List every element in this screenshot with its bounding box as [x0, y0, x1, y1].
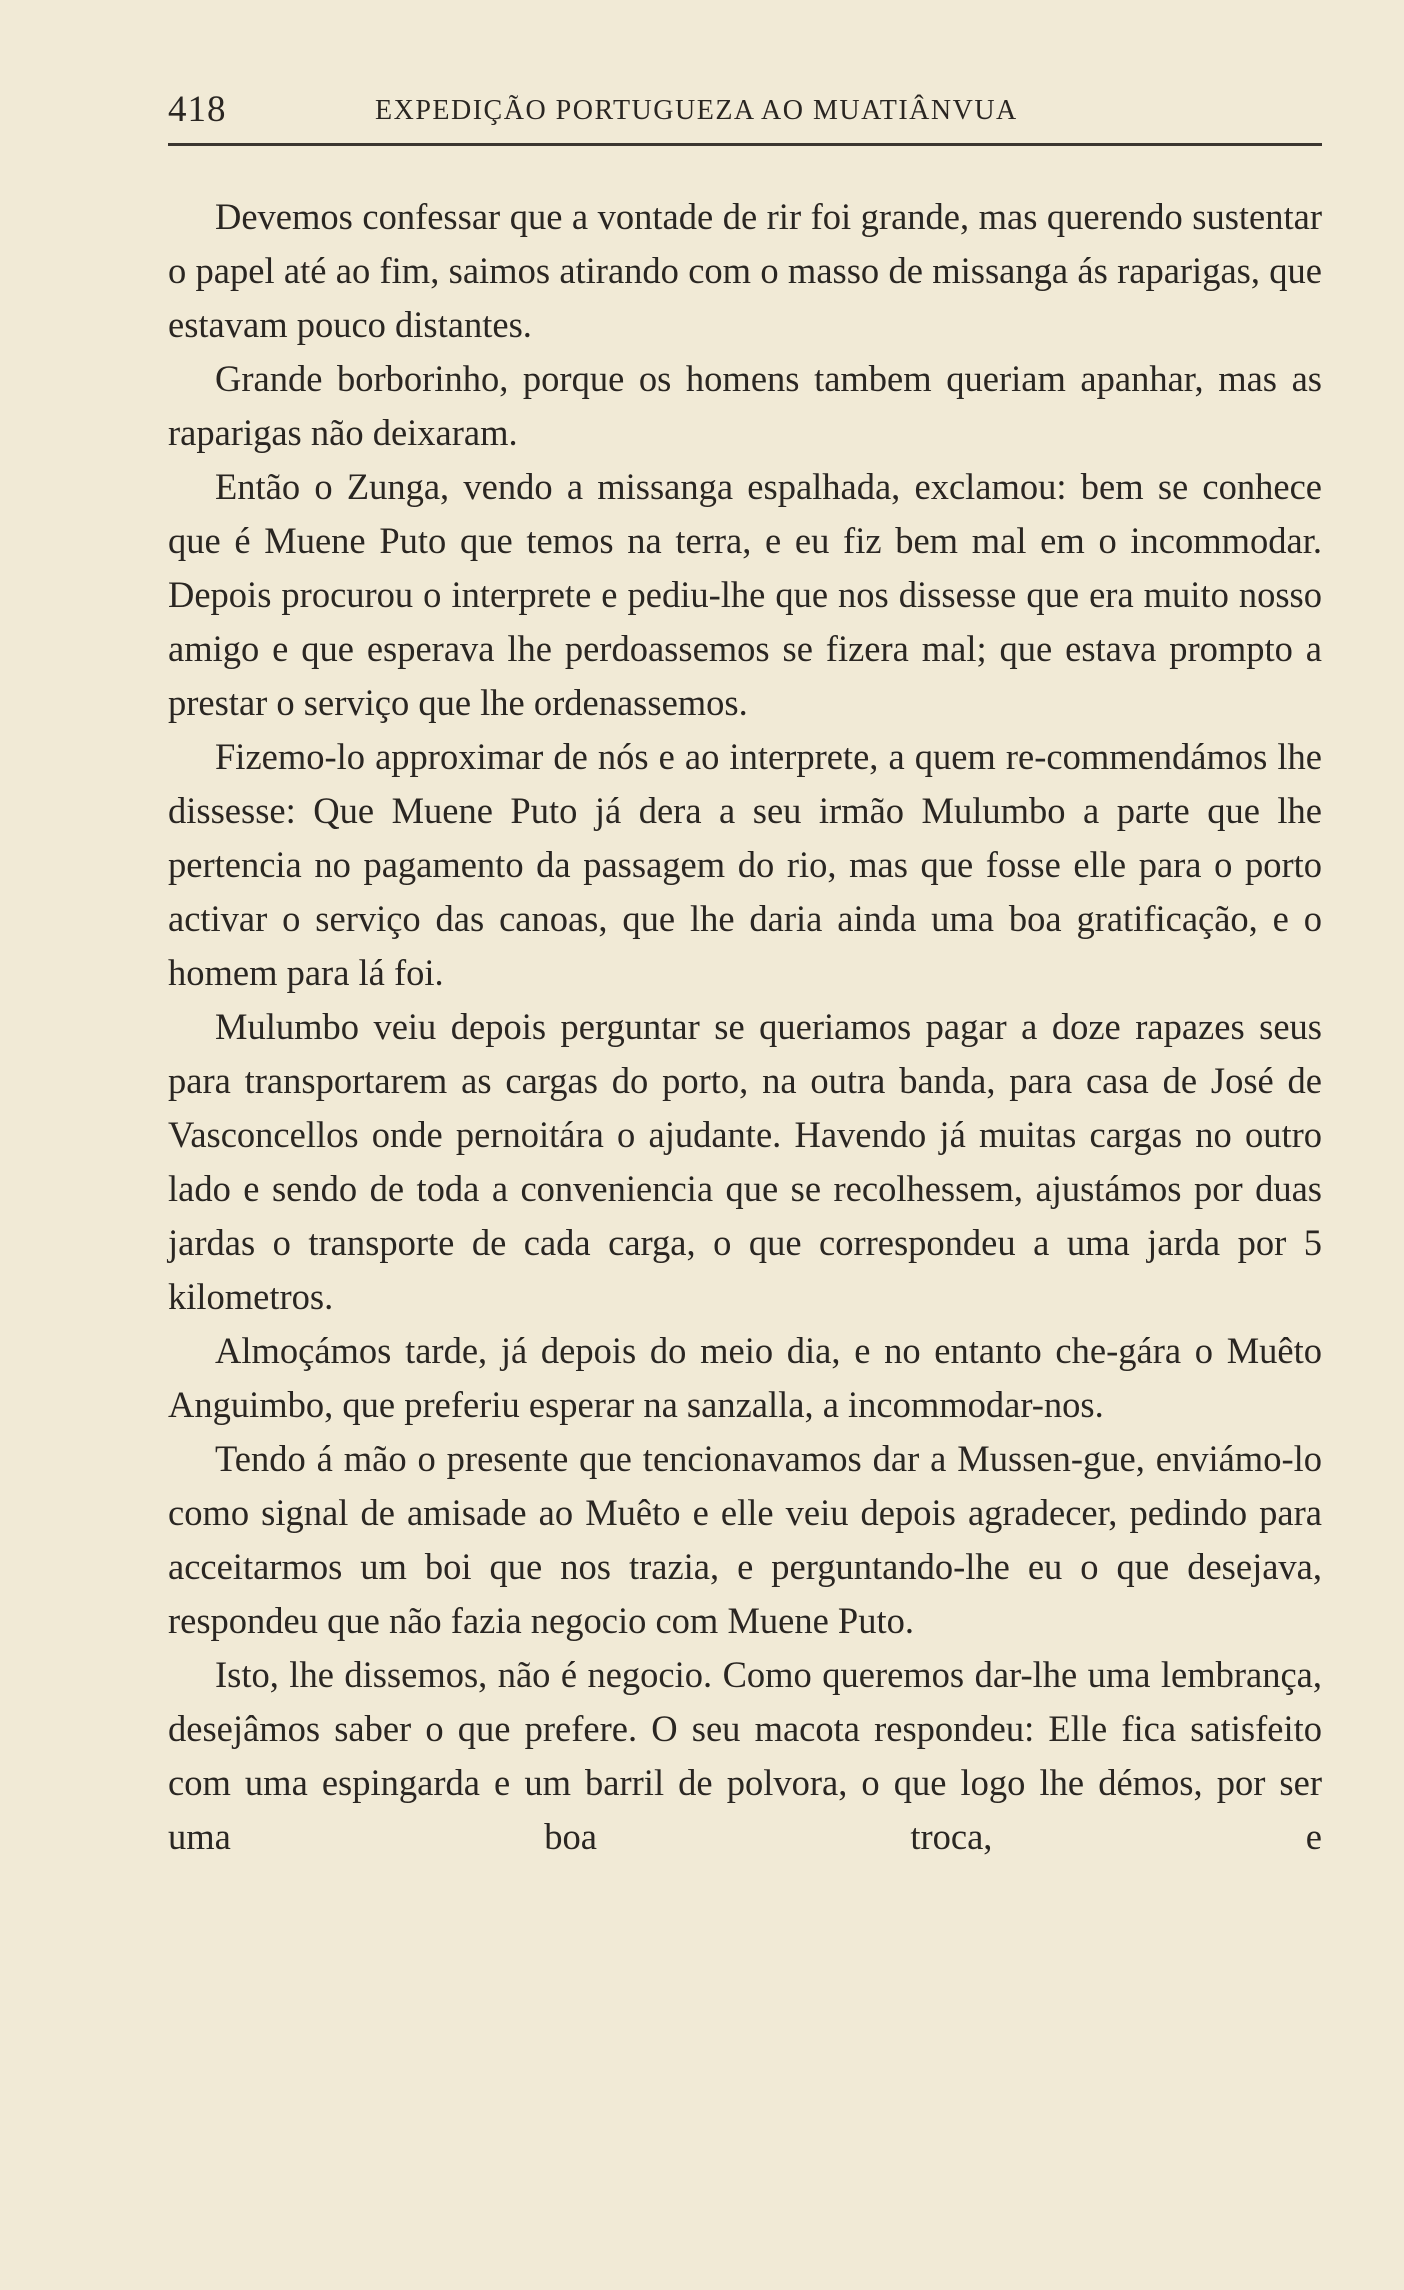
- page-number: 418: [168, 89, 227, 130]
- body-text: [168, 190, 1322, 1864]
- paragraph: Então o Zunga, vendo a missanga espalhada, exclamou: bem se conhece que é Muene Puto que temos na terra, e eu fiz bem mal em o incommodar. Depois procurou o interprete e pediu-lhe que nos dissesse que era muito nosso amigo e que esperava lhe perdoassemos se fizera mal; que estava prompto a prestar o serviço que lhe ordenassemos.: [168, 466, 1322, 723]
- paragraph: Grande borborinho, porque os homens tambem queriam apanhar, mas as raparigas não deixaram.: [168, 358, 1322, 453]
- running-title: EXPEDIÇÃO PORTUGUEZA AO MUATIÂNVUA: [375, 95, 1018, 126]
- paragraph: Fizemo-lo approximar de nós e ao interprete, a quem re-commendámos lhe dissesse: Que Muene Puto já dera a seu irmão Mulumbo a parte que lhe pertencia no pagamento da passagem do rio, mas que fosse elle para o porto activar o serviço das canoas, que lhe daria ainda uma boa gratificação, e o homem para lá foi.: [168, 736, 1322, 993]
- paragraph: Isto, lhe dissemos, não é negocio. Como queremos dar-lhe uma lembrança, desejâmos saber o que prefere. O seu macota respondeu: Elle fica satisfeito com uma espingarda e um barril de polvora, o que logo lhe démos, por ser uma boa troca, e: [168, 1654, 1322, 1857]
- paragraph: Almoçámos tarde, já depois do meio dia, e no entanto che-gára o Muêto Anguimbo, que preferiu esperar na sanzalla, a incommodar-nos.: [168, 1330, 1322, 1425]
- paragraph: Devemos confessar que a vontade de rir foi grande, mas querendo sustentar o papel até ao fim, saimos atirando com o masso de missanga ás raparigas, que estavam pouco distantes.: [168, 196, 1322, 345]
- paragraph: Mulumbo veiu depois perguntar se queriamos pagar a doze rapazes seus para transportarem as cargas do porto, na outra banda, para casa de José de Vasconcellos onde pernoitára o ajudante. Havendo já muitas cargas no outro lado e sendo de toda a conveniencia que se recolhessem, ajustámos por duas jardas o transporte de cada carga, o que correspondeu a uma jarda por 5 kilometros.: [168, 1006, 1322, 1317]
- header-rule: [168, 143, 1322, 146]
- page-header: [168, 88, 1322, 138]
- paragraph: Tendo á mão o presente que tencionavamos dar a Mussen-gue, enviámo-lo como signal de amisade ao Muêto e elle veiu depois agradecer, pedindo para acceitarmos um boi que nos trazia, e perguntando-lhe eu o que desejava, respondeu que não fazia negocio com Muene Puto.: [168, 1438, 1322, 1641]
